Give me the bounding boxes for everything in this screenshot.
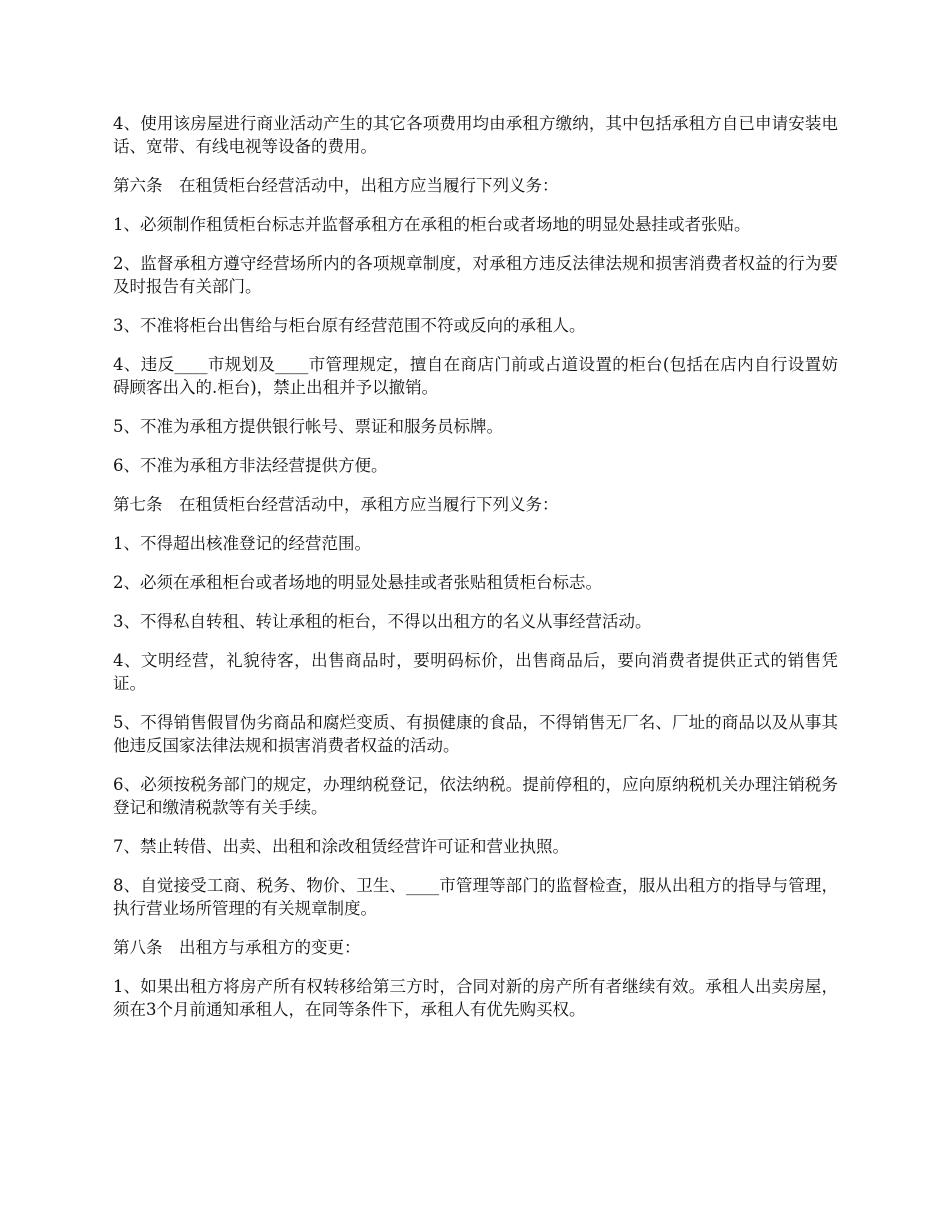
article-7-heading: 第七条 在租赁柜台经营活动中，承租方应当履行下列义务：	[113, 495, 559, 514]
paragraph-article-7-item-3: 3、不得私自转租、转让承租的柜台，不得以出租方的名义从事经营活动。	[113, 612, 652, 631]
paragraph-article-8-item-1: 1、如果出租方将房产所有权转移给第三方时，合同对新的房产所有者继续有效。承租人出卖房屋，须在3个月前通知承租人，在同等条件下，承租人有优先购买权。	[113, 977, 838, 1019]
paragraph-article-6-item-1: 1、必须制作租赁柜台标志并监督承租方在承租的柜台或者场地的明显处悬挂或者张贴。	[113, 215, 751, 234]
paragraph-article-7-item-5: 5、不得销售假冒伪劣商品和腐烂变质、有损健康的食品，不得销售无厂名、厂址的商品以及从事其他违反国家法律法规和损害消费者权益的活动。	[113, 713, 838, 755]
paragraph-clause-5-item-4: 4、使用该房屋进行商业活动产生的其它各项费用均由承租方缴纳，其中包括承租方自已申请安装电话、宽带、有线电视等设备的费用。	[113, 114, 838, 156]
paragraph-article-7-item-1: 1、不得超出核准登记的经营范围。	[113, 534, 371, 553]
paragraph-article-7-item-8: 8、自觉接受工商、税务、物价、卫生、____市管理等部门的监督检查，服从出租方的指导与管理，执行营业场所管理的有关规章制度。	[113, 876, 838, 918]
paragraph-article-6-item-6: 6、不准为承租方非法经营提供方便。	[113, 456, 388, 475]
article-8-heading: 第八条 出租方与承租方的变更：	[113, 938, 361, 957]
article-6-heading: 第六条 在租赁柜台经营活动中，出租方应当履行下列义务：	[113, 176, 559, 195]
paragraph-article-7-item-6: 6、必须按税务部门的规定，办理纳税登记，依法纳税。提前停租的，应向原纳税机关办理注销税务登记和缴清税款等有关手续。	[113, 775, 838, 817]
paragraph-article-6-item-5: 5、不准为承租方提供银行帐号、票证和服务员标牌。	[113, 417, 503, 436]
document-body	[113, 112, 838, 1037]
paragraph-article-6-item-2: 2、监督承租方遵守经营场所内的各项规章制度，对承租方违反法律法规和损害消费者权益的行为要及时报告有关部门。	[113, 254, 838, 296]
paragraph-article-7-item-4: 4、文明经营，礼貌待客，出售商品时，要明码标价，出售商品后，要向消费者提供正式的销售凭证。	[113, 651, 838, 693]
paragraph-article-7-item-2: 2、必须在承租柜台或者场地的明显处悬挂或者张贴租赁柜台标志。	[113, 573, 602, 592]
paragraph-article-7-item-7: 7、禁止转借、出卖、出租和涂改租赁经营许可证和营业执照。	[113, 837, 569, 856]
paragraph-article-6-item-4: 4、违反____市规划及____市管理规定，擅自在商店门前或占道设置的柜台(包括在店内自行设置妨碍顾客出入的.柜台)，禁止出租并予以撤销。	[113, 355, 838, 397]
paragraph-article-6-item-3: 3、不准将柜台出售给与柜台原有经营范围不符或反向的承租人。	[113, 316, 586, 335]
